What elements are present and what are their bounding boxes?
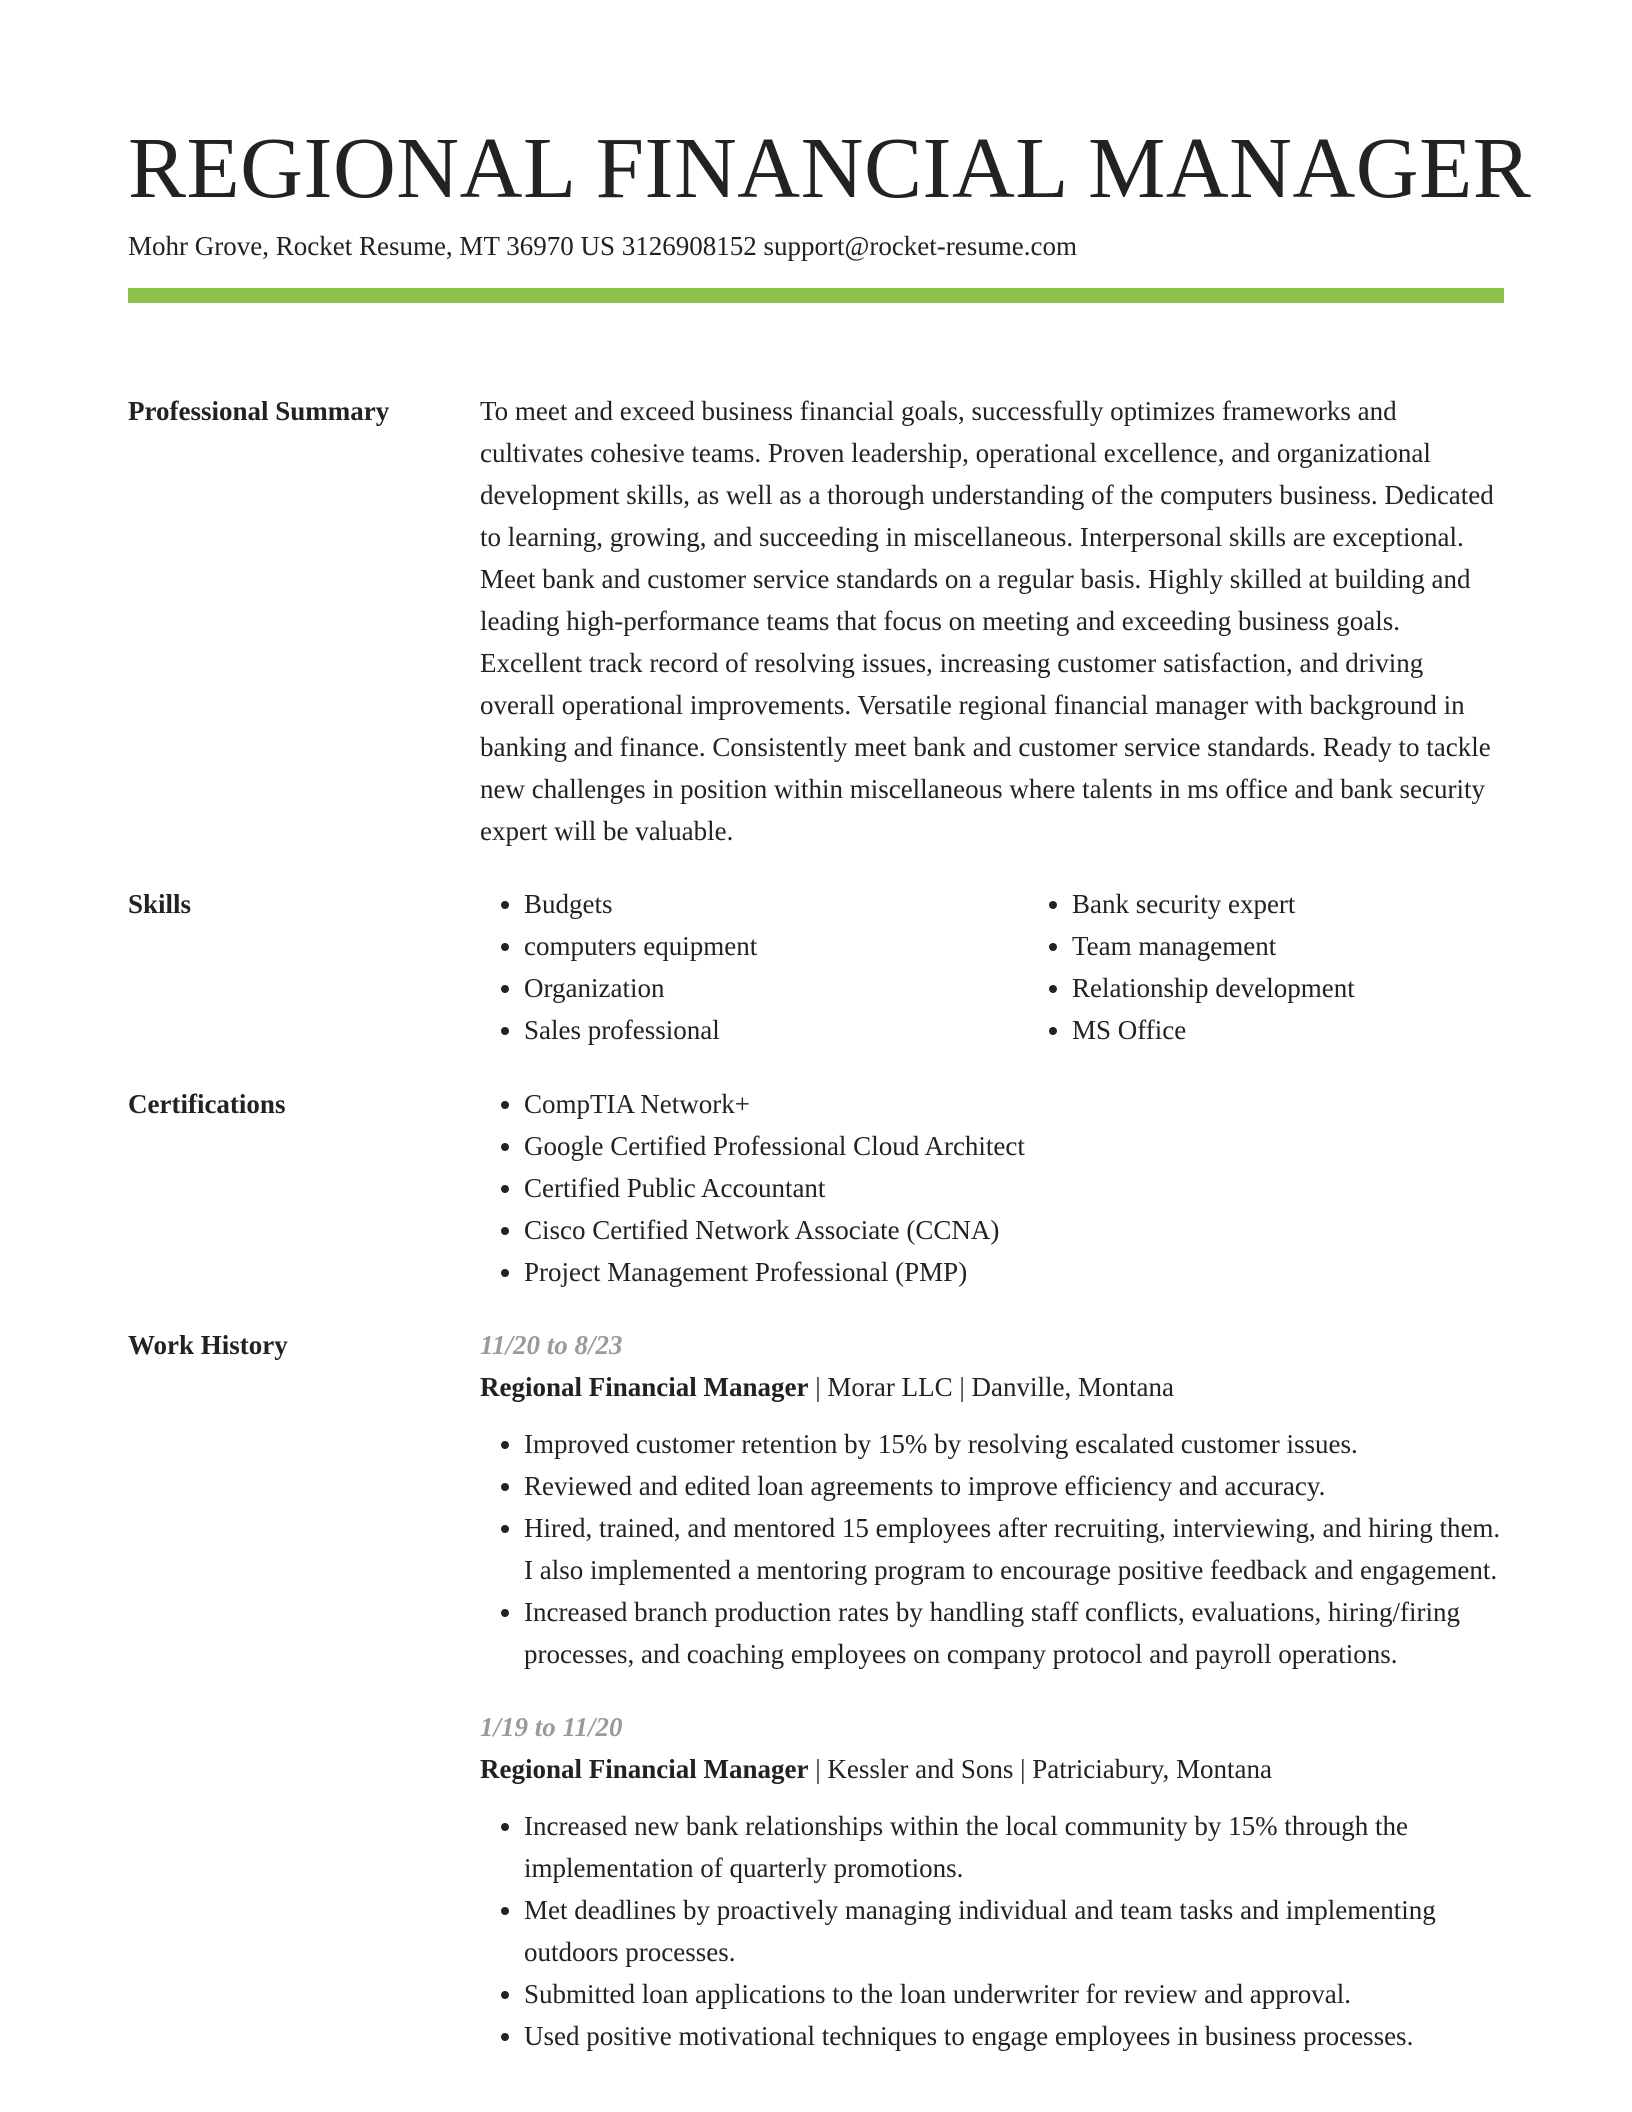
- skill-item: • Organization: [524, 967, 1028, 1009]
- skill-item: • Team management: [1072, 925, 1576, 967]
- job-heading: [480, 1748, 1504, 1790]
- job-bullet: • Submitted loan applications to the loan underwriter for review and approval.: [524, 1973, 1504, 2015]
- skill-item: • Budgets: [524, 883, 1028, 925]
- accent-divider: [128, 288, 1504, 303]
- job-details: | Morar LLC | Danville, Montana: [808, 1372, 1174, 1402]
- summary-section: [128, 390, 1504, 852]
- job-bullets: [480, 1805, 1504, 2057]
- summary-text: To meet and exceed business financial goals, successfully optimizes frameworks and cultivates cohesive teams. Proven leadership, operational excellence, and organizational development skills, as well as a thorough understanding of the computers business. Dedicated to learning, growing, and succeeding in miscellaneous. Interpersonal skills are exceptional. Meet bank and customer service standards on a regular basis. Highly skilled at building and leading high-performance teams that focus on meeting and exceeding business goals. Excellent track record of resolving issues, increasing customer satisfaction, and driving overall operational improvements. Versatile regional financial manager with background in banking and finance. Consistently meet bank and customer service standards. Ready to tackle new challenges in position within miscellaneous where talents in ms office and bank security expert will be valuable.: [480, 396, 1494, 846]
- job-title: Regional Financial Manager: [480, 1372, 809, 1402]
- resume-title: REGIONAL FINANCIAL MANAGER: [128, 119, 1532, 216]
- certification-item: • Project Management Professional (PMP): [524, 1251, 1504, 1293]
- job-bullet: • Increased branch production rates by handling staff conflicts, evaluations, hiring/firing processes, and coaching employees on company protocol and payroll operations.: [524, 1591, 1504, 1675]
- contact-line: Mohr Grove, Rocket Resume, MT 36970 US 3126908152 support@rocket-resume.com: [128, 231, 1077, 261]
- job-details: | Kessler and Sons | Patriciabury, Montana: [808, 1754, 1272, 1784]
- certification-item: • CompTIA Network+: [524, 1083, 1504, 1125]
- certification-item: • Cisco Certified Network Associate (CCNA): [524, 1209, 1504, 1251]
- skills-section: [128, 883, 1504, 1051]
- job-bullet: • Reviewed and edited loan agreements to improve efficiency and accuracy.: [524, 1465, 1504, 1507]
- job-title: Regional Financial Manager: [480, 1754, 809, 1784]
- skills-list-left: [480, 883, 1028, 1051]
- certifications-list: [480, 1083, 1504, 1293]
- skill-item: • computers equipment: [524, 925, 1028, 967]
- summary-label: Professional Summary: [128, 396, 390, 426]
- job-bullet: • Used positive motivational techniques to engage employees in business processes.: [524, 2015, 1504, 2057]
- job-dates: 1/19 to 11/20: [480, 1712, 623, 1742]
- skill-item: • Sales professional: [524, 1009, 1028, 1051]
- skill-item: • Bank security expert: [1072, 883, 1576, 925]
- job-bullet: • Met deadlines by proactively managing individual and team tasks and implementing outdoors processes.: [524, 1889, 1504, 1973]
- certification-item: • Certified Public Accountant: [524, 1167, 1504, 1209]
- certification-item: • Google Certified Professional Cloud Architect: [524, 1125, 1504, 1167]
- certifications-section: [128, 1083, 1504, 1293]
- skill-item: • Relationship development: [1072, 967, 1576, 1009]
- job-entry: [480, 1324, 1504, 1675]
- job-bullet: • Increased new bank relationships within the local community by 15% through the implementation of quarterly promotions.: [524, 1805, 1504, 1889]
- job-dates: 11/20 to 8/23: [480, 1330, 623, 1360]
- resume-page: [128, 118, 1532, 2057]
- job-bullets: [480, 1423, 1504, 1675]
- certifications-label: Certifications: [128, 1089, 286, 1119]
- skills-label: Skills: [128, 889, 192, 919]
- work-history-section: [128, 1324, 1504, 2057]
- job-entry: [480, 1706, 1504, 2057]
- job-bullet: • Hired, trained, and mentored 15 employees after recruiting, interviewing, and hiring them. I also implemented a mentoring program to encourage positive feedback and engagement.: [524, 1507, 1504, 1591]
- work-history-label: Work History: [128, 1330, 288, 1360]
- skills-list-right: [1028, 883, 1576, 1051]
- job-bullet: • Improved customer retention by 15% by resolving escalated customer issues.: [524, 1423, 1504, 1465]
- job-heading: [480, 1366, 1504, 1408]
- skill-item: • MS Office: [1072, 1009, 1576, 1051]
